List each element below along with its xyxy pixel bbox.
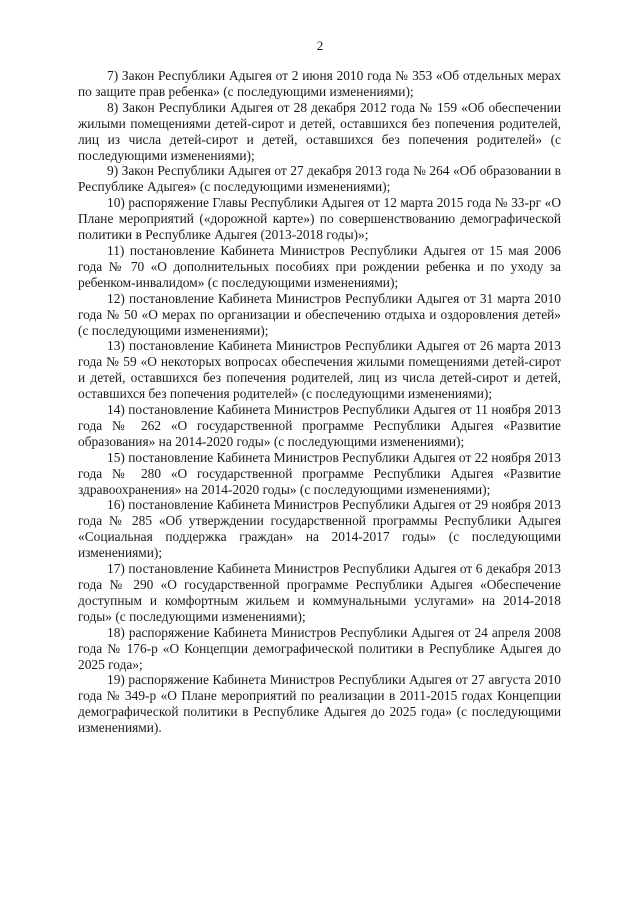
- list-item-7: 7) Закон Республики Адыгея от 2 июня 2010 года № 353 «Об отдельных мерах по защите прав ребенка» (с последующими изменениями);: [78, 68, 561, 99]
- list-item-18: 18) распоряжение Кабинета Министров Республики Адыгея от 24 апреля 2008 года № 176-р «О Концепции демографической политики в Республике Адыгея до 2025 года»;: [78, 624, 561, 672]
- document-body: [78, 68, 561, 736]
- list-item-10: 10) распоряжение Главы Республики Адыгея от 12 марта 2015 года № 33-рг «О Плане мероприятий («дорожной карте») по совершенствованию демографической политики в Республике Адыгея (2013-2018 годы)»;: [78, 195, 561, 243]
- list-item-13: 13) постановление Кабинета Министров Республики Адыгея от 26 марта 2013 года № 59 «О некоторых вопросах обеспечения жилыми помещениями детей-сирот и детей, оставшихся без попечения родителей, лиц из числа детей-сирот и детей, оставшихся без попечения родителей» (с последующими изменениями);: [78, 338, 561, 402]
- list-item-15: 15) постановление Кабинета Министров Республики Адыгея от 22 ноября 2013 года № 280 «О государственной программе Республики Адыгея «Развитие здравоохранения» на 2014-2020 годы» (с последующими изменениями);: [78, 449, 561, 497]
- list-item-11: 11) постановление Кабинета Министров Республики Адыгея от 15 мая 2006 года № 70 «О дополнительных пособиях при рождении ребенка и по уходу за ребенком-инвалидом» (с последующими изменениями);: [78, 242, 561, 290]
- list-item-16: 16) постановление Кабинета Министров Республики Адыгея от 29 ноября 2013 года № 285 «Об утверждении государственной программы Республики Адыгея «Социальная поддержка граждан» на 2014-2017 годы» (с последующими изменениями);: [78, 497, 561, 561]
- list-item-9: 9) Закон Республики Адыгея от 27 декабря 2013 года № 264 «Об образовании в Республике Адыгея» (с последующими изменениями);: [78, 163, 561, 195]
- list-item-17: 17) постановление Кабинета Министров Республики Адыгея от 6 декабря 2013 года № 290 «О государственной программе Республики Адыгея «Обеспечение доступным и комфортным жильем и коммунальными услугами» на 2014-2018 годы» (с последующими изменениями);: [78, 561, 561, 624]
- list-item-12: 12) постановление Кабинета Министров Республики Адыгея от 31 марта 2010 года № 50 «О мерах по организации и обеспечению отдыха и оздоровления детей» (с последующими изменениями);: [78, 290, 561, 338]
- list-item-14: 14) постановление Кабинета Министров Республики Адыгея от 11 ноября 2013 года № 262 «О государственной программе Республики Адыгея «Развитие образования» на 2014-2020 годы» (с последующими изменениями);: [78, 402, 561, 449]
- page-number: 2: [316, 38, 324, 53]
- list-item-8: 8) Закон Республики Адыгея от 28 декабря 2012 года № 159 «Об обеспечении жилыми помещениями детей-сирот и детей, оставшихся без попечения родителей, лиц из числа детей-сирот и детей, оставшихся без попечения родителей» (с последующими изменениями);: [78, 99, 561, 163]
- list-item-19: 19) распоряжение Кабинета Министров Республики Адыгея от 27 августа 2010 года № 349-р «О Плане мероприятий по реализации в 2011-2015 годах Концепции демографической политики в Республике Адыгея до 2025 года» (с последующими изменениями).: [78, 672, 561, 736]
